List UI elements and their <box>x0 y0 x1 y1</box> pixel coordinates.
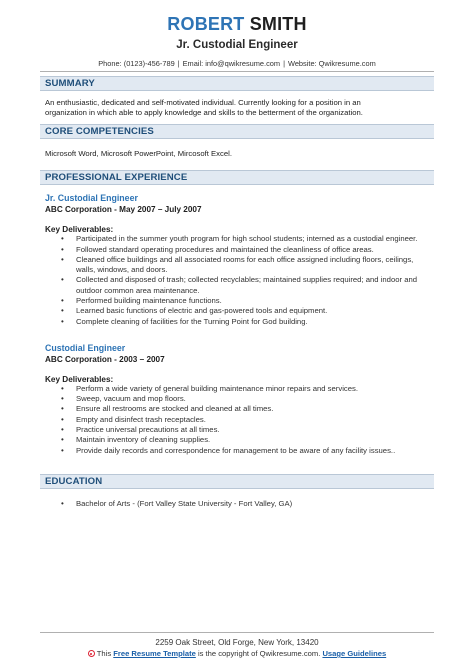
candidate-name <box>0 13 474 35</box>
job-entry-title: Jr. Custodial Engineer <box>45 193 138 204</box>
list-item: • Collected and disposed of trash; collected recyclables; maintained supplies required; and indoor and outdoor common area maintenance. <box>61 275 424 296</box>
separator: | <box>177 59 180 68</box>
email: Email: info@qwikresume.com <box>182 59 281 68</box>
list-item: • Participated in the summer youth program for high school students; interned as a custodial engineer. <box>61 234 424 244</box>
credit-mid: is the copyright of Qwikresume.com. <box>195 649 323 658</box>
summary-heading: SUMMARY <box>40 76 434 91</box>
list-item: • Complete cleaning of facilities for the Turning Point for God building. <box>61 317 424 327</box>
education-list <box>61 499 424 509</box>
first-name: ROBERT <box>167 14 245 34</box>
job-entry-title: Custodial Engineer <box>45 342 126 353</box>
education-heading: EDUCATION <box>40 474 434 489</box>
list-item: • Empty and disinfect trash receptacles. <box>61 415 424 425</box>
experience-heading: PROFESSIONAL EXPERIENCE <box>40 170 434 185</box>
list-item: • Bachelor of Arts - (Fort Valley State University - Fort Valley, GA) <box>61 499 424 509</box>
usage-guidelines-link[interactable]: Usage Guidelines <box>322 649 387 658</box>
job-entry-meta: ABC Corporation - May 2007 – July 2007 <box>45 205 202 215</box>
job-entry <box>0 193 474 327</box>
list-item: • Perform a wide variety of general building maintenance minor repairs and services. <box>61 384 424 394</box>
list-item: • Cleaned office buildings and all associated rooms for each office assigned including floors, ceilings, walls, windows, and doors. <box>61 255 424 276</box>
list-item: • Maintain inventory of cleaning supplies. <box>61 435 424 445</box>
separator: | <box>283 59 285 68</box>
summary-line: organization in which able to apply knowledge and skills to the betterment of the organization. <box>45 108 363 118</box>
phone: Phone: (0123)-456-789 <box>98 59 175 68</box>
job-entry-meta: ABC Corporation - 2003 – 2007 <box>45 354 165 364</box>
list-item: • Sweep, vacuum and mop floors. <box>61 394 424 404</box>
list-item: • Provide daily records and correspondence for management to be aware of any facility issues.. <box>61 446 424 456</box>
contact-line <box>0 59 474 68</box>
header-divider <box>40 71 434 72</box>
list-item: • Ensure all restrooms are stocked and cleaned at all times. <box>61 404 424 414</box>
job-entry <box>0 343 474 456</box>
list-item: • Performed building maintenance functions. <box>61 296 424 306</box>
credit-prefix: This <box>96 649 114 658</box>
list-item: • Practice universal precautions at all times. <box>61 425 424 435</box>
summary-line: An enthusiastic, dedicated and self-motivated individual. Currently looking for a position in an <box>45 98 361 107</box>
key-deliverables-label: Key Deliverables: <box>45 225 114 235</box>
footer-credit <box>0 648 474 659</box>
competencies-text: Microsoft Word, Microsoft PowerPoint, Mircosoft Excel. <box>45 148 232 158</box>
qwikresume-logo-icon <box>88 650 95 657</box>
deliverables-list <box>61 234 424 327</box>
competencies-heading: CORE COMPETENCIES <box>40 124 434 139</box>
footer-divider <box>40 632 434 633</box>
free-resume-template-link[interactable]: Free Resume Template <box>113 649 196 658</box>
job-title: Jr. Custodial Engineer <box>176 39 298 51</box>
last-name: SMITH <box>249 14 307 34</box>
deliverables-list <box>61 384 424 456</box>
list-item: • Learned basic functions of electric and gas-powered tools and equipment. <box>61 306 424 316</box>
resume-header <box>0 0 474 68</box>
footer-address: 2259 Oak Street, Old Forge, New York, 13420 <box>155 638 319 647</box>
summary-text <box>45 98 430 119</box>
page-footer <box>0 632 474 659</box>
website: Website: Qwikresume.com <box>287 59 376 68</box>
list-item: • Followed standard operating procedures and maintained the cleanliness of office areas. <box>61 245 424 255</box>
key-deliverables-label: Key Deliverables: <box>45 374 114 384</box>
